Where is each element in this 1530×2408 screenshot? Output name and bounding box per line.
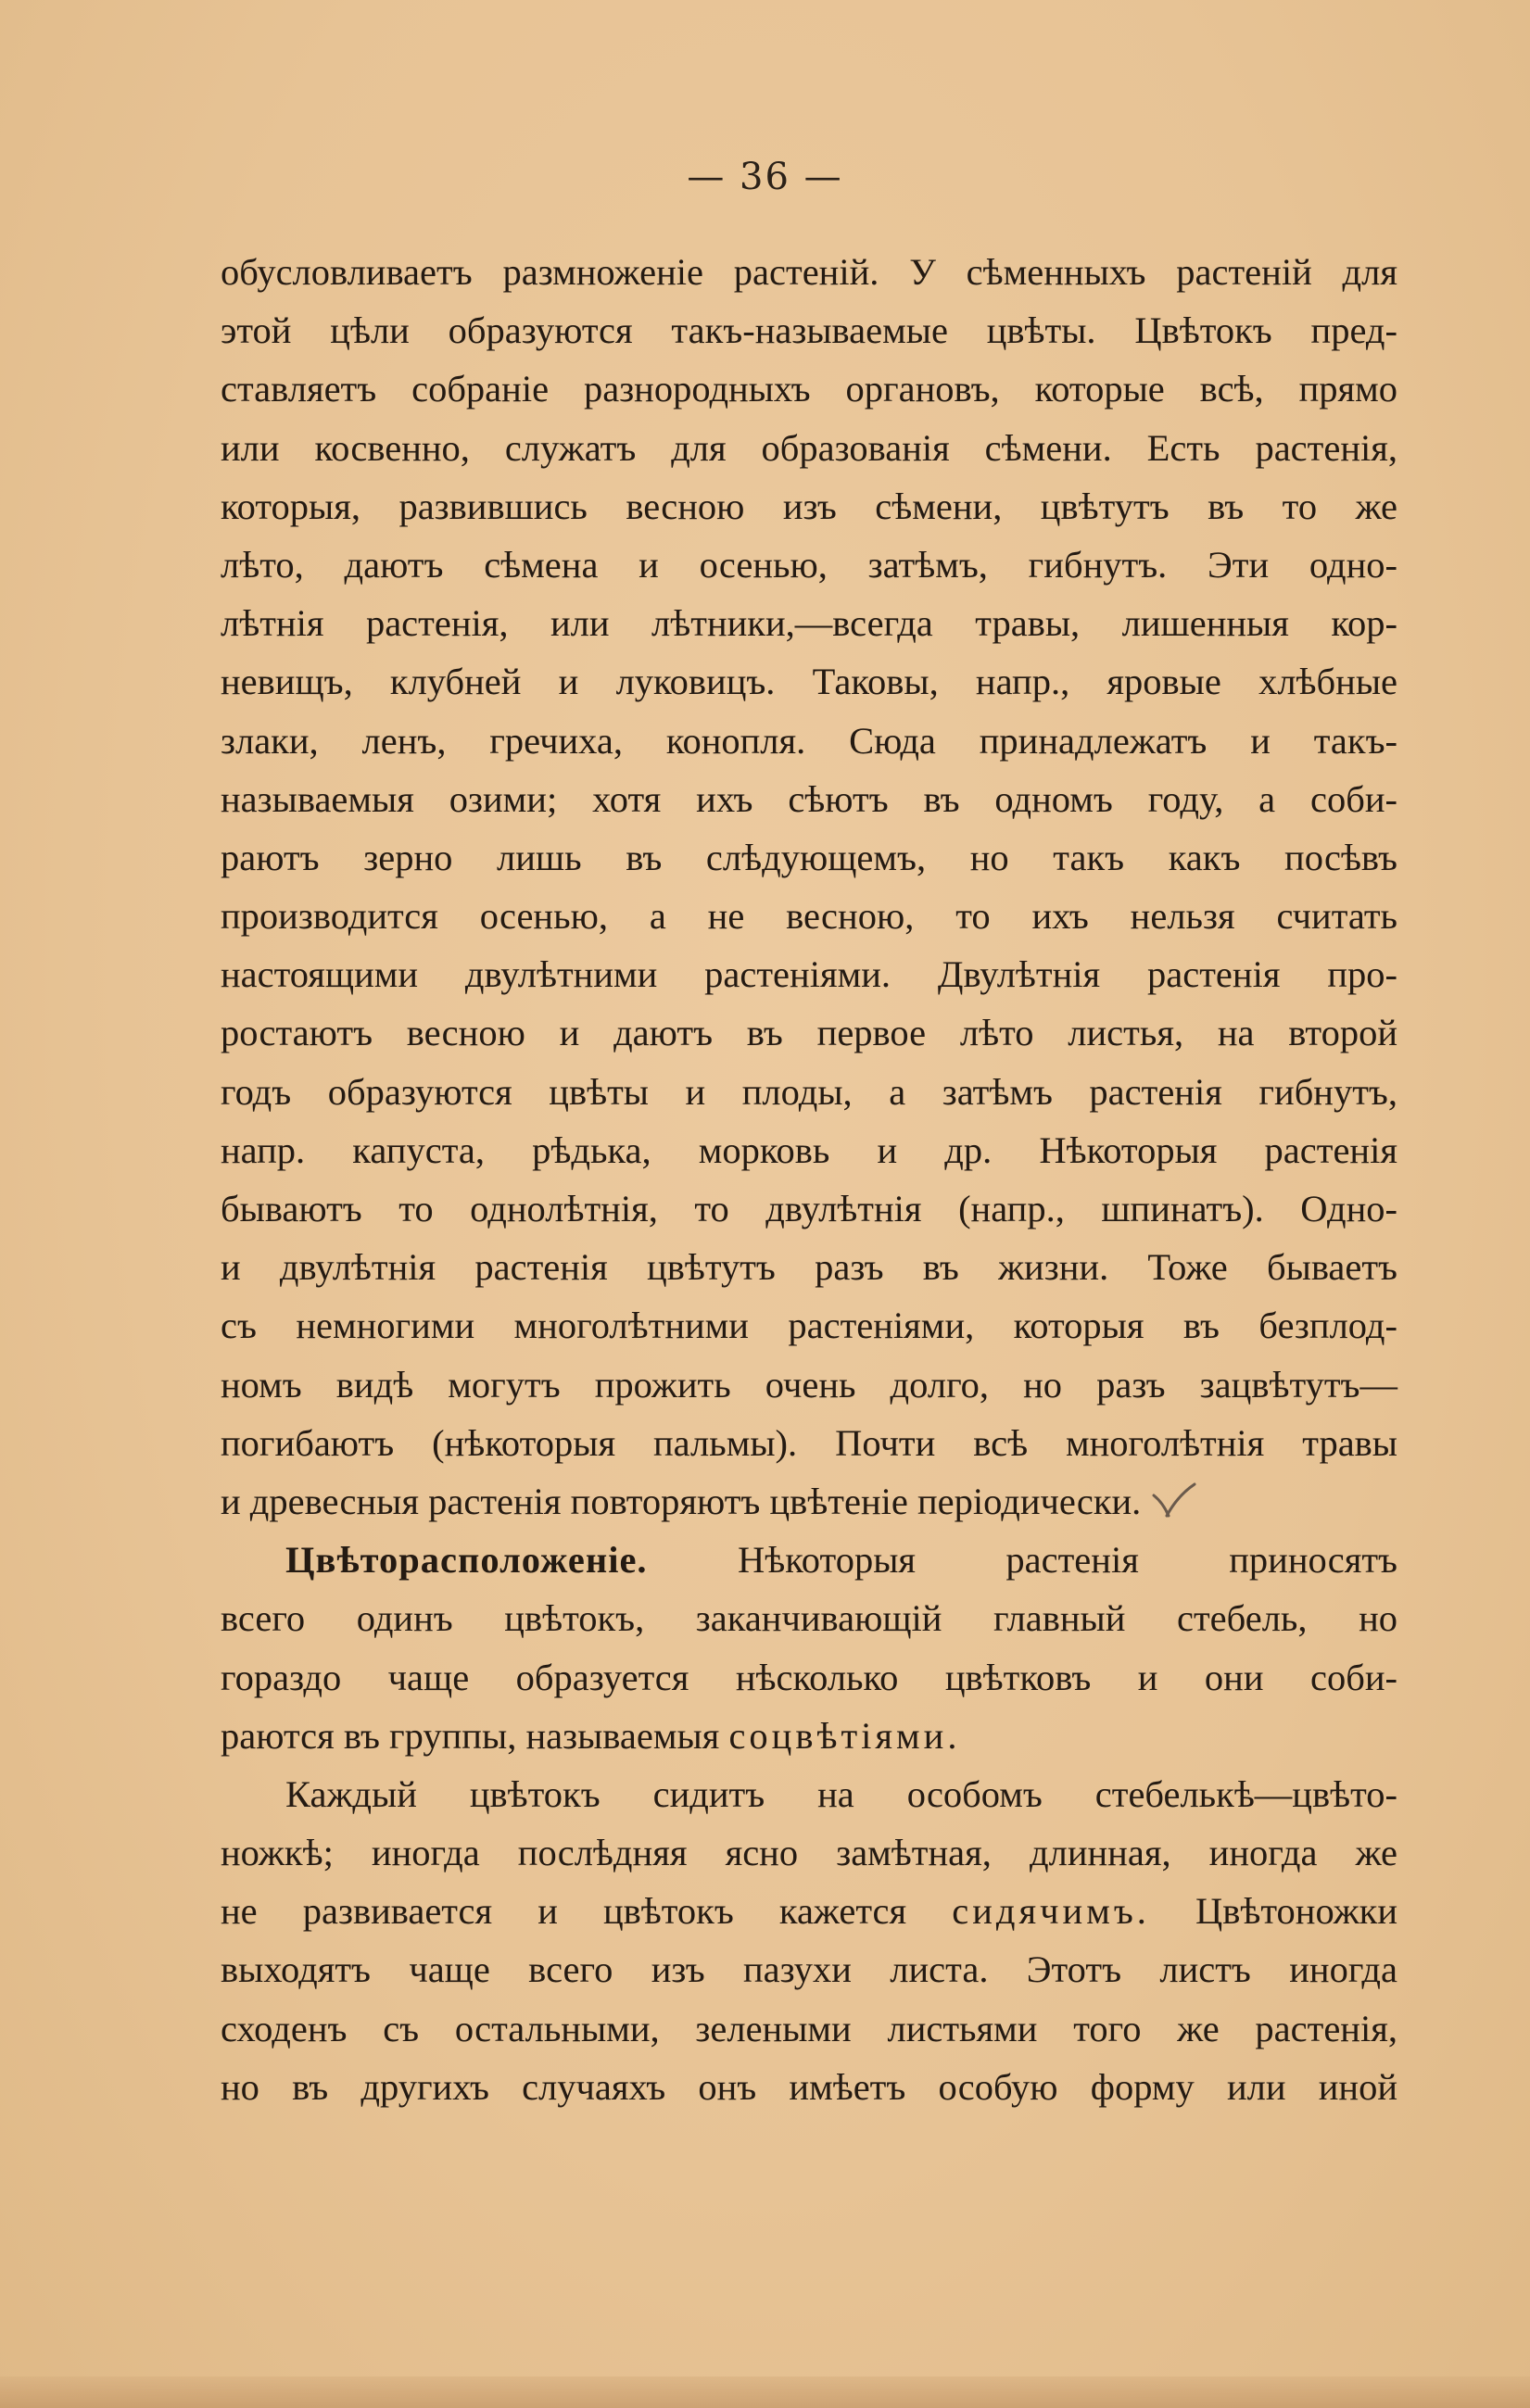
text-line: ставляетъ собраніе разнородныхъ органовъ, которые всѣ, прямо	[221, 368, 1397, 410]
text-line: выходятъ чаще всего изъ пазухи листа. Этотъ листъ иногда	[221, 1948, 1397, 1991]
text-line: сходенъ съ остальными, зелеными листьями того же растенія,	[221, 2007, 1397, 2049]
text-line-content: Цвѣтоножки	[1195, 1890, 1398, 1933]
paragraph-end-line	[221, 1707, 1397, 1765]
heading-continuation: Нѣкоторыя растенія приносятъ	[737, 1539, 1397, 1582]
text-line: всего одинъ цвѣтокъ, заканчивающій главный стебель, но	[221, 1597, 1397, 1640]
text-line: этой цѣли образуются такъ-называемые цвѣты. Цвѣтокъ пред-	[221, 309, 1397, 352]
text-line: Каждый цвѣтокъ сидитъ на особомъ стебелькѣ—цвѣто-	[285, 1772, 1397, 1815]
text-line-with-term	[221, 1882, 1397, 1940]
text-line: называемыя озими; хотя ихъ сѣютъ въ одномъ году, а соби-	[221, 777, 1397, 820]
term-inflorescences: соцвѣтіями.	[728, 1714, 961, 1757]
text-line-content: не развивается и цвѣтокъ кажется	[221, 1890, 907, 1933]
text-line: ростаютъ весною и даютъ въ первое лѣто листья, на второй	[221, 1012, 1397, 1054]
text-line: съ немногими многолѣтними растеніями, которыя въ безплод-	[221, 1305, 1397, 1347]
text-line: погибаютъ (нѣкоторыя пальмы). Почти всѣ многолѣтнія травы	[221, 1421, 1397, 1464]
text-line: но въ другихъ случаяхъ онъ имѣетъ особую форму или иной	[221, 2065, 1397, 2108]
text-line: напр. капуста, рѣдька, морковь и др. Нѣкоторыя растенія	[221, 1128, 1397, 1171]
section-heading-line	[221, 1531, 1397, 1589]
text-line: ножкѣ; иногда послѣдняя ясно замѣтная, длинная, иногда же	[221, 1832, 1397, 1874]
text-line: лѣто, даютъ сѣмена и осенью, затѣмъ, гибнутъ. Эти одно-	[221, 543, 1397, 586]
text-line: годъ образуются цвѣты и плоды, а затѣмъ растенія гибнутъ,	[221, 1070, 1397, 1113]
text-line: злаки, ленъ, гречиха, конопля. Сюда принадлежатъ и такъ-	[221, 719, 1397, 762]
text-line-content: раются въ группы, называемыя	[221, 1714, 720, 1757]
text-line: номъ видѣ могутъ прожить очень долго, но разъ зацвѣтутъ—	[221, 1363, 1397, 1406]
pencil-check-mark-icon	[1150, 1482, 1198, 1519]
body-text	[221, 243, 1397, 2116]
text-line: лѣтнія растенія, или лѣтники,—всегда травы, лишенныя кор-	[221, 602, 1397, 645]
text-line-content: и древесныя растенія повторяютъ цвѣтеніе періодически.	[221, 1480, 1142, 1522]
page-number: — 36 —	[687, 156, 843, 198]
text-line: невищъ, клубней и луковицъ. Таковы, напр., яровые хлѣбные	[221, 661, 1397, 703]
text-line: обусловливаетъ размноженіе растеній. У сѣменныхъ растеній для	[221, 251, 1397, 293]
text-line: настоящими двулѣтними растеніями. Двулѣтнія растенія про-	[221, 953, 1397, 996]
text-line: бываютъ то однолѣтнія, то двулѣтнія (напр., шпинатъ). Одно-	[221, 1188, 1397, 1229]
text-line: раютъ зерно лишь въ слѣдующемъ, но такъ какъ посѣвъ	[221, 836, 1397, 878]
term-sessile: сидячимъ.	[952, 1890, 1150, 1933]
text-line: или косвенно, служатъ для образованія сѣмени. Есть растенія,	[221, 426, 1397, 469]
section-heading: Цвѣторасположеніе.	[285, 1539, 648, 1582]
text-line: и двулѣтнія растенія цвѣтутъ разъ въ жизни. Тоже бываетъ	[221, 1246, 1397, 1289]
paragraph-end-line	[221, 1472, 1397, 1531]
page-bottom-edge	[0, 2376, 1530, 2408]
text-line: гораздо чаще образуется нѣсколько цвѣтковъ и они соби-	[221, 1656, 1397, 1698]
text-line: производится осенью, а не весною, то ихъ нельзя считать	[221, 895, 1397, 938]
text-line: которыя, развившись весною изъ сѣмени, цвѣтутъ въ то же	[221, 485, 1397, 527]
